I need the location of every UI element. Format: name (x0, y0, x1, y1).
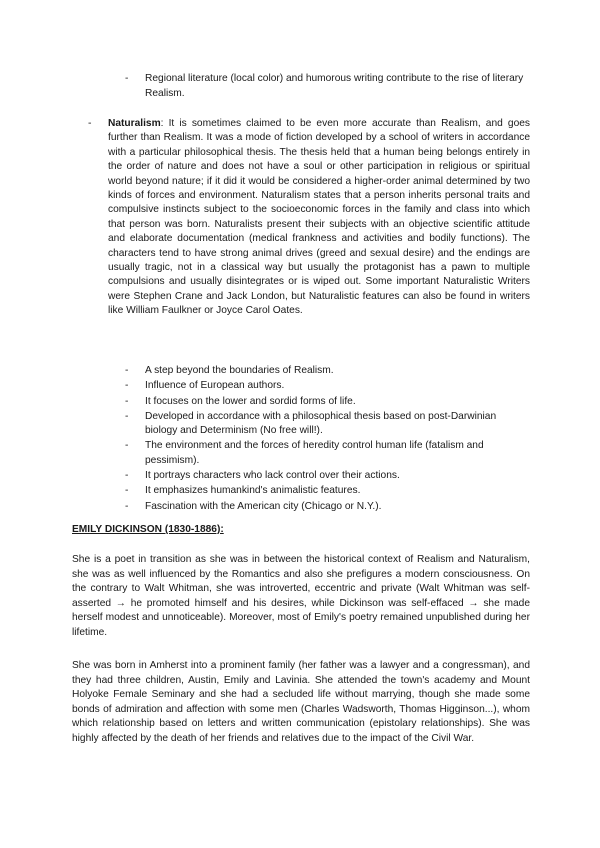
list-item: - Developed in accordance with a philosophical thesis based on post-Darwinian biology and Determinism (No free will!). (125, 410, 530, 439)
list-item: - It emphasizes humankind's animalistic features. (125, 484, 530, 498)
list-item: - A step beyond the boundaries of Realism. (125, 364, 530, 378)
naturalism-term: Naturalism (108, 118, 161, 129)
naturalism-paragraph (108, 117, 530, 319)
realism-points-list (125, 72, 530, 101)
dickinson-paragraph-1: She is a poet in transition as she was in between the historical context of Realism and Naturalism, she was as well influenced by the Romantics and also she prefigures a modern consciousness. On the contrary to Walt Whitman, she was introverted, eccentric and private (Walt Whitman was self-asserted → he promoted himself and his desires, while Dickinson was self-effaced → she made herself modest and unnoticeable). Moreover, most of Emily's poetry remained unpublished during her lifetime. (72, 554, 530, 638)
naturalism-body: : It is sometimes claimed to be even more accurate than Realism, and goes further than Realism. It was a mode of fiction developed by a school of writers in accordance with a particular philosophical thesis. The thesis held that a human being belongs entirely in the order of nature and does not have a soul or other participation in religious or spiritual world beyond nature; if it did it would be considered a higher-order animal determined by two kinds of forces and environment. Naturalism states that a person inherits personal traits and compulsive instincts subject to the socioeconomic forces in the family and class into which that person was born. Naturalists present their subjects with an objective scientific attitude and elaborate documentation (medical frankness and activities and bodily functions). The characters tend to have strong animal drives (greed and sexual desire) and the endings are usually tragic, not in a classical way but usually the protagonist has a pawn to multiple compulsions and usually disintegrates or is wiped out. Some important Naturalistic Writers were Stephen Crane and Jack London, but Naturalistic features can also be found in writers like William Faulkner or Joyce Carol Oates. (108, 118, 530, 317)
list-item: - Fascination with the American city (Chicago or N.Y.). (125, 500, 530, 514)
naturalism-points-list (125, 364, 530, 514)
list-item: - Regional literature (local color) and humorous writing contribute to the rise of literary Realism. (125, 72, 530, 101)
list-item: - It focuses on the lower and sordid forms of life. (125, 395, 530, 409)
dickinson-heading: EMILY DICKINSON (1830-1886): (72, 524, 224, 535)
list-item: - The environment and the forces of heredity control human life (fatalism and pessimism). (125, 439, 530, 468)
dickinson-paragraph-2: She was born in Amherst into a prominent family (her father was a lawyer and a congressman), and they had three children, Austin, Emily and Lavinia. She attended the town's academy and Mount Holyoke Female Seminary and she had a secluded life without marrying, though she made some bonds of admiration and affection with some men (Charles Wadsworth, Thomas Higginson...), whom which relationship based on letters and written communication (epistolary relationships). She was highly affected by the death of her friends and relatives due to the impact of the Civil War. (72, 660, 530, 744)
naturalism-item (88, 117, 530, 319)
list-item: - Influence of European authors. (125, 379, 530, 393)
list-dash: - (88, 117, 92, 129)
list-item: - It portrays characters who lack control over their actions. (125, 469, 530, 483)
